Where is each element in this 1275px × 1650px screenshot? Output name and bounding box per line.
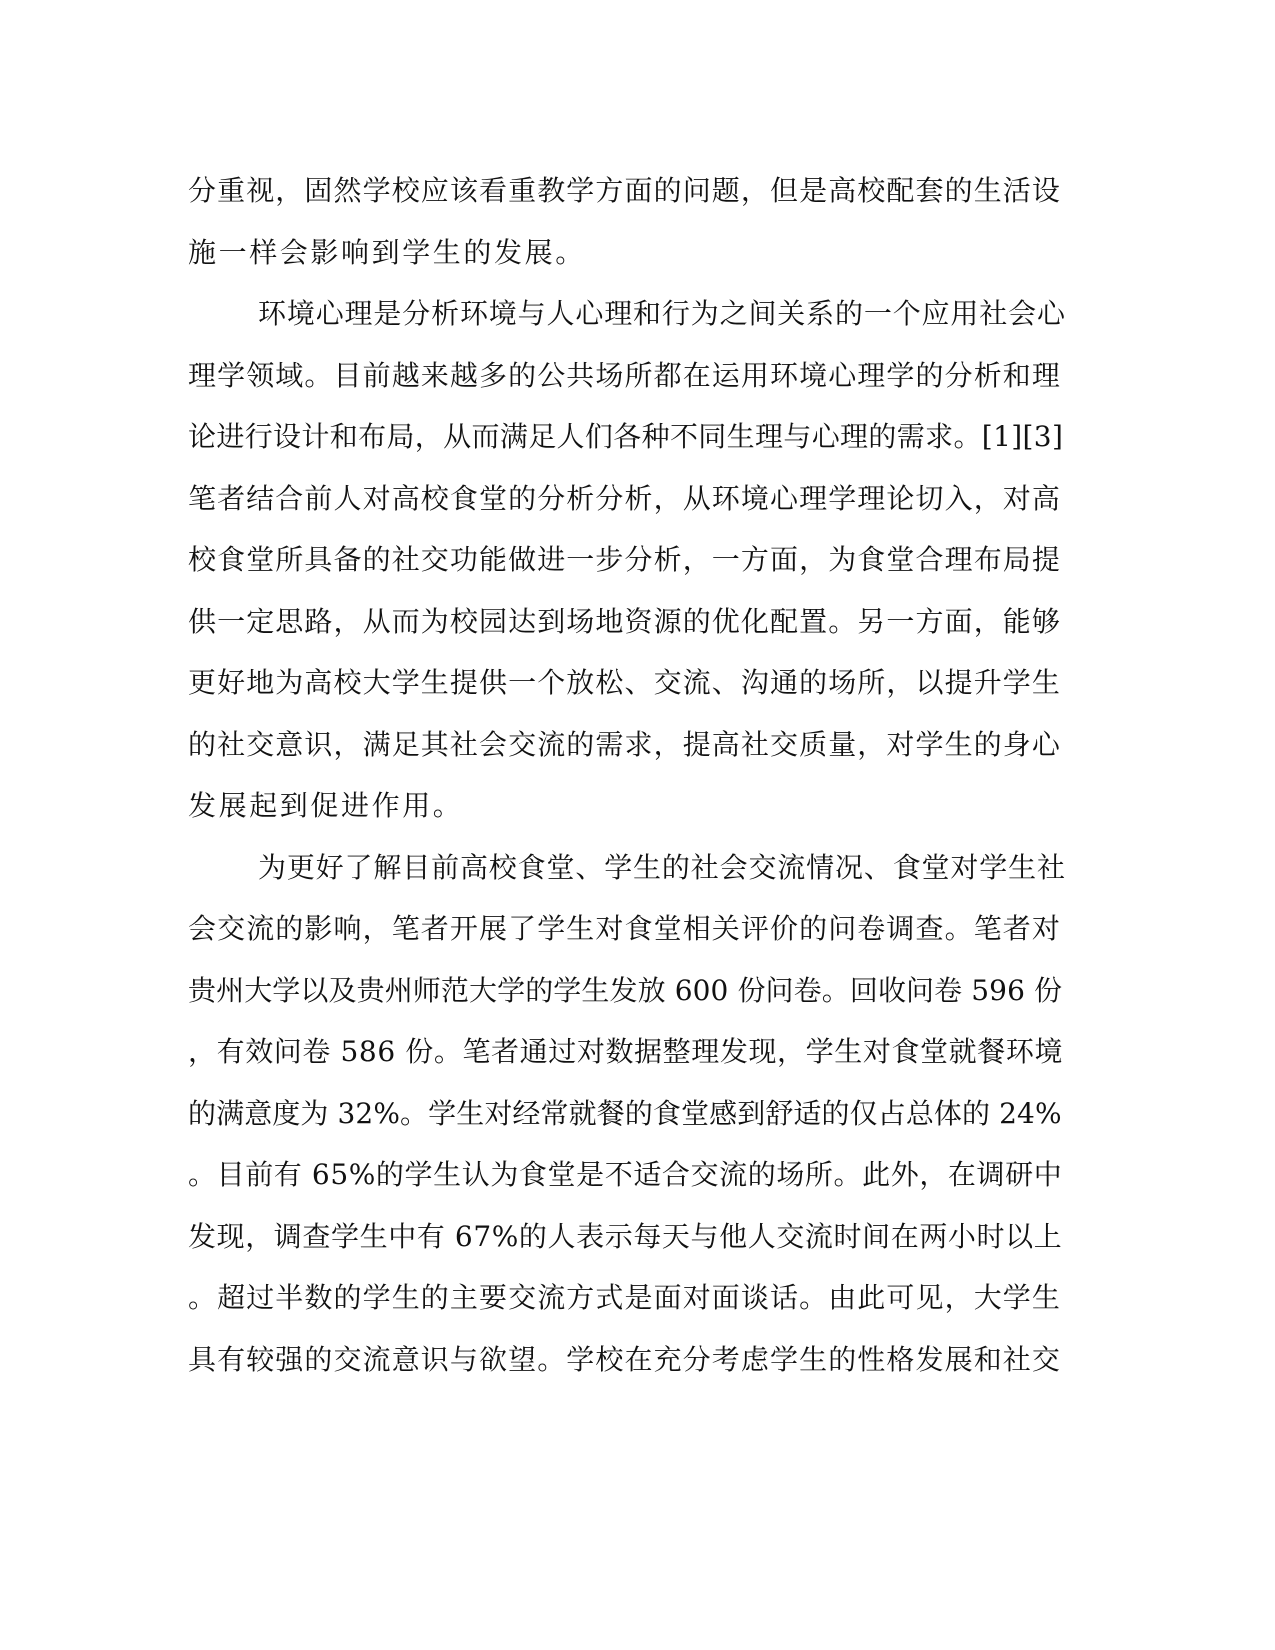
text-line: 发展起到促进作用。 [188,789,464,822]
text-line: 贵州大学以及贵州师范大学的学生发放 600 份问卷。回收问卷 596 份 [188,973,1063,1007]
text-line: 理学领域。目前越来越多的公共场所都在运用环境心理学的分析和理 [188,358,1062,392]
text-line: 论进行设计和布局，从而满足人们各种不同生理与心理的需求。[1][3] [188,420,1064,453]
text-line: 施一样会影响到学生的发展。 [188,235,586,269]
text-line: 分重视，固然学校应该看重教学方面的问题，但是高校配套的生活设 [188,174,1062,207]
text-line: 校食堂所具备的社交功能做进一步分析，一方面，为食堂合理布局提 [188,543,1062,576]
document-body [188,160,1068,1390]
text-line: 发现，调查学生中有 67%的人表示每天与他人交流时间在两小时以上 [188,1219,1063,1253]
paragraph-start-line: 为更好了解目前高校食堂、学生的社会交流情况、食堂对学生社 [258,850,1066,884]
text-line: 。目前有 65%的学生认为食堂是不适合交流的场所。此外，在调研中 [188,1158,1063,1191]
text-line: 具有较强的交流意识与欲望。学校在充分考虑学生的性格发展和社交 [188,1342,1062,1376]
text-line: 的社交意识，满足其社会交流的需求，提高社交质量，对学生的身心 [188,727,1062,761]
text-line: 。超过半数的学生的主要交流方式是面对面谈话。由此可见，大学生 [188,1281,1062,1314]
paragraph-start-line: 环境心理是分析环境与人心理和行为之间关系的一个应用社会心 [258,297,1066,330]
text-line: 供一定思路，从而为校园达到场地资源的优化配置。另一方面，能够 [188,604,1062,638]
text-line: 的满意度为 32%。学生对经常就餐的食堂感到舒适的仅占总体的 24% [188,1096,1062,1130]
text-line: 会交流的影响，笔者开展了学生对食堂相关评价的问卷调查。笔者对 [188,912,1062,945]
text-line: ，有效问卷 586 份。笔者通过对数据整理发现，学生对食堂就餐环境 [188,1035,1064,1068]
text-line: 笔者结合前人对高校食堂的分析分析，从环境心理学理论切入，对高 [188,481,1062,515]
text-line: 更好地为高校大学生提供一个放松、交流、沟通的场所，以提升学生 [188,666,1062,699]
